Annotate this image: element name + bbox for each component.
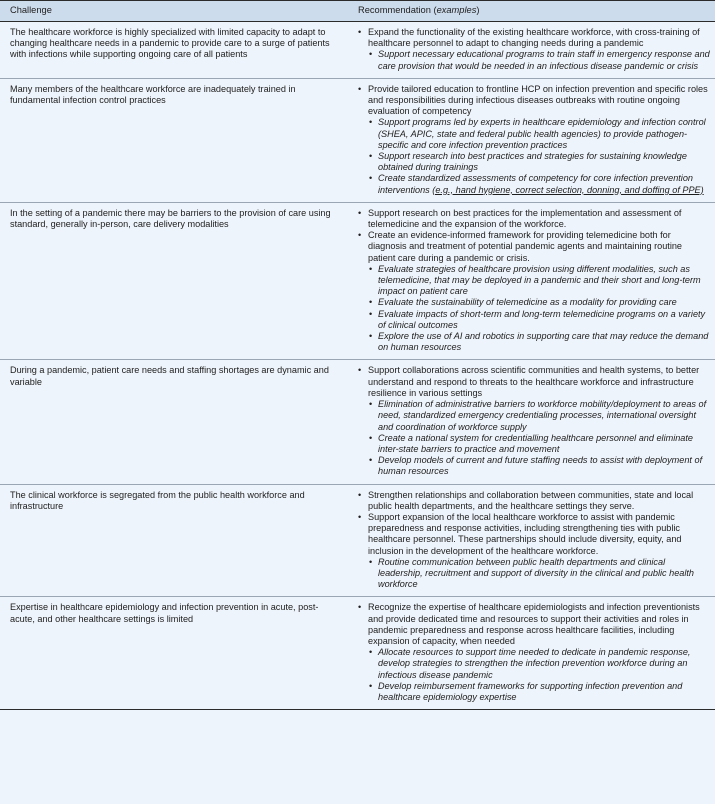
recommendation-column-header: Recommendation (examples) — [350, 1, 715, 22]
example-list — [368, 264, 711, 354]
table-row — [0, 597, 715, 710]
example-list — [368, 49, 711, 71]
recommendation-cell — [350, 202, 715, 360]
example-item — [368, 455, 711, 477]
recommendation-text: Recognize the expertise of healthcare epidemiologists and infection preventionists and provide dedicated time and resources to support their activities and roles in pandemic preparedness and response across healthcare facilities, including expansion of capacity, when needed — [368, 602, 700, 646]
recommendation-list — [356, 365, 711, 477]
recommendation-list — [356, 84, 711, 196]
recommendation-cell — [350, 360, 715, 484]
example-text: Support necessary educational programs to train staff in emergency response and care provision that would be needed in an infectious disease pandemic or crisis — [378, 49, 710, 71]
recommendation-list — [356, 27, 711, 72]
example-text: Evaluate impacts of short-term and long-term telemedicine programs on a variety of clinical outcomes — [378, 308, 706, 330]
recommendation-text: Support research on best practices for the implementation and assessment of telemedicine and the expansion of the workforce. — [368, 207, 682, 230]
example-item — [368, 264, 711, 298]
challenge-cell: Many members of the healthcare workforce are inadequately trained in fundamental infection control practices — [0, 78, 350, 202]
example-text: Support programs led by experts in healthcare epidemiology and infection control (SHEA, APIC, state and federal public health agencies) to provide pathogen-specific and core infection prevention practices — [378, 117, 706, 150]
example-item — [368, 399, 711, 433]
recommendation-item — [356, 27, 711, 72]
example-text: Create standardized assessments of competency for core infection prevention interventions — [378, 173, 693, 195]
recommendation-header-label: Recommendation — [358, 5, 431, 16]
recommendation-item — [356, 490, 711, 512]
example-item — [368, 309, 711, 331]
header-row — [0, 1, 715, 22]
challenge-column-header: Challenge — [0, 1, 350, 22]
example-item — [368, 433, 711, 455]
challenge-cell: Expertise in healthcare epidemiology and infection prevention in acute, post-acute, and other healthcare settings is limited — [0, 597, 350, 710]
example-item — [368, 117, 711, 151]
recommendation-list — [356, 602, 711, 703]
recommendation-item — [356, 208, 711, 230]
example-text: Create a national system for credentialling healthcare personnel and eliminate inter-state barriers to practice and movement — [378, 432, 693, 454]
table-row — [0, 78, 715, 202]
table-row — [0, 22, 715, 79]
recommendation-text: Support collaborations across scientific communities and health systems, to better understand and respond to threats to the healthcare workforce and infrastructure resilience in various settings — [368, 365, 700, 398]
recommendation-item — [356, 84, 711, 196]
example-item — [368, 173, 711, 195]
recommendation-text: Provide tailored education to frontline HCP on infection prevention and specific roles and responsibilities during infectious diseases outbreaks with routine ongoing evaluation of competency — [368, 83, 708, 117]
example-text: Support research into best practices and strategies for sustaining knowledge obtained during trainings — [378, 151, 687, 173]
example-list — [368, 647, 711, 703]
example-item — [368, 557, 711, 591]
example-underlined-text: (e.g., hand hygiene, correct selection, donning, and doffing of PPE) — [432, 184, 704, 195]
example-list — [368, 117, 711, 195]
challenge-cell: The healthcare workforce is highly specialized with limited capacity to adapt to changing healthcare needs in a pandemic to provide care to a surge of patients with infections while supporting ongoing care of all patients — [0, 22, 350, 79]
recommendation-item — [356, 365, 711, 477]
example-text: Develop reimbursement frameworks for supporting infection prevention and healthcare epidemiology expertise — [378, 680, 683, 702]
recommendation-text: Create an evidence-informed framework for providing telemedicine both for diagnosis and treatment of potential pandemic agents and maintaining routine patient care during a pandemic or crisis. — [368, 230, 683, 263]
table-row — [0, 360, 715, 484]
example-item — [368, 297, 711, 308]
recommendation-text: Support expansion of the local healthcare workforce to assist with pandemic preparedness and response activities, including strengthening ties with public healthcare personnel. These partnerships should include diversity, equity, and inclusion in the development of the healthcare workforce. — [368, 511, 682, 556]
table-row — [0, 484, 715, 597]
example-list — [368, 557, 711, 591]
example-text: Evaluate the sustainability of telemedicine as a modality for providing care — [378, 297, 677, 308]
example-list — [368, 399, 711, 477]
example-text: Allocate resources to support time needed to dedicate in pandemic response, develop strategies to strengthen the infection prevention workforce during an infectious disease pandemic — [378, 647, 691, 680]
example-item — [368, 647, 711, 681]
example-item — [368, 49, 711, 71]
example-item — [368, 331, 711, 353]
example-item — [368, 681, 711, 703]
example-text: Elimination of administrative barriers to workforce mobility/deployment to areas of need, standardized emergency credentialing processes, international oversight and coordination of workforce supply — [378, 399, 707, 432]
recommendation-list — [356, 490, 711, 591]
recommendation-cell — [350, 484, 715, 597]
examples-header-label: examples — [436, 5, 477, 16]
challenge-cell: The clinical workforce is segregated from the public health workforce and infrastructure — [0, 484, 350, 597]
recommendation-text: Strengthen relationships and collaboration between communities, state and local public health departments, and the healthcare settings they serve. — [368, 489, 694, 511]
table-row — [0, 202, 715, 360]
recommendation-cell — [350, 22, 715, 79]
recommendation-list — [356, 208, 711, 354]
challenge-cell: In the setting of a pandemic there may be barriers to the provision of care using standard, generally in-person, care delivery modalities — [0, 202, 350, 360]
recommendation-item — [356, 512, 711, 590]
challenge-cell: During a pandemic, patient care needs and staffing shortages are dynamic and variable — [0, 360, 350, 484]
recommendation-cell — [350, 597, 715, 710]
recommendation-item — [356, 230, 711, 353]
recommendation-text: Expand the functionality of the existing healthcare workforce, with cross-training of healthcare personnel to adapt to changing needs during a pandemic — [368, 27, 700, 49]
example-text: Evaluate strategies of healthcare provision using different modalities, such as telemedicine, that may be deployed in a pandemic and their short and long-term impact on patient care — [378, 263, 701, 297]
recommendation-cell — [350, 78, 715, 202]
recommendation-item — [356, 602, 711, 703]
example-text: Develop models of current and future staffing needs to assist with deployment of human resources — [378, 455, 703, 477]
example-item — [368, 151, 711, 173]
example-text: Explore the use of AI and robotics in supporting care that may reduce the demand on human resources — [378, 331, 709, 353]
example-text: Routine communication between public health departments and clinical leadership, recruitment and support of diversity in the clinical and public health workforce — [378, 556, 695, 590]
